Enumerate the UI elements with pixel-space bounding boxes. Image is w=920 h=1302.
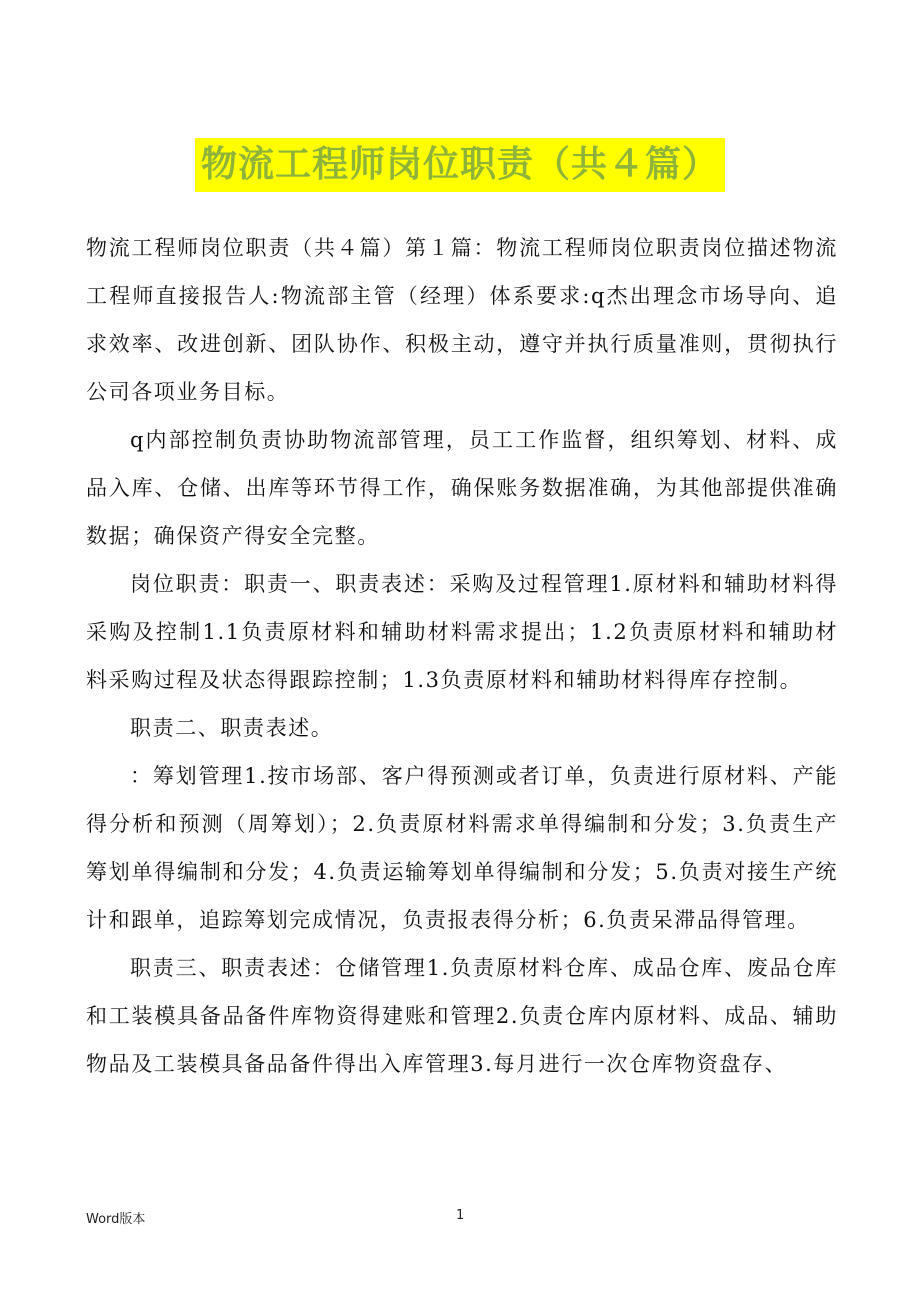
paragraph-internal-control: q内部控制负责协助物流部管理，员工工作监督，组织筹划、材料、成品入库、仓储、出库等环节得工作，确保账务数据准确，为其他部提供准确数据；确保资产得安全完整。 [86, 428, 838, 548]
paragraph-intro: 物流工程师岗位职责（共４篇）第１篇：物流工程师岗位职责岗位描述物流工程师直接报告人:物流部主管（经理）体系要求:q杰出理念市场导向、追求效率、改进创新、团队协作、积极主动，遵守并执行质量准则，贯彻执行公司各项业务目标。 [86, 236, 838, 404]
page-number: 1 [456, 1208, 465, 1223]
paragraph-duty-three: 职责三、职责表述：仓储管理1.负责原材料仓库、成品仓库、废品仓库和工装模具备品备件库物资得建账和管理2.负责仓库内原材料、成品、辅助物品及工装模具备品备件得出入库管理3.每月进行一次仓库物资盘存、 [86, 956, 838, 1076]
paragraph-duty-two: 职责二、职责表述。 [130, 716, 334, 740]
document-title: 物流工程师岗位职责（共４篇） [195, 138, 725, 192]
title-container [0, 138, 920, 192]
paragraph-duty-one: 岗位职责：职责一、职责表述：采购及过程管理1.原材料和辅助材料得采购及控制1.1负责原材料和辅助材料需求提出；1.2负责原材料和辅助材料采购过程及状态得跟踪控制；1.3负责原材料和辅助材料得库存控制。 [86, 572, 838, 692]
document-body [86, 224, 838, 1088]
paragraph-planning: ：筹划管理1.按市场部、客户得预测或者订单，负责进行原材料、产能得分析和预测（周筹划）；2.负责原材料需求单得编制和分发；3.负责生产筹划单得编制和分发；4.负责运输筹划单得编制和分发；5.负责对接生产统计和跟单，追踪筹划完成情况，负责报表得分析；6.负责呆滞品得管理。 [86, 764, 838, 932]
footer-label: Word版本 [86, 1212, 146, 1227]
